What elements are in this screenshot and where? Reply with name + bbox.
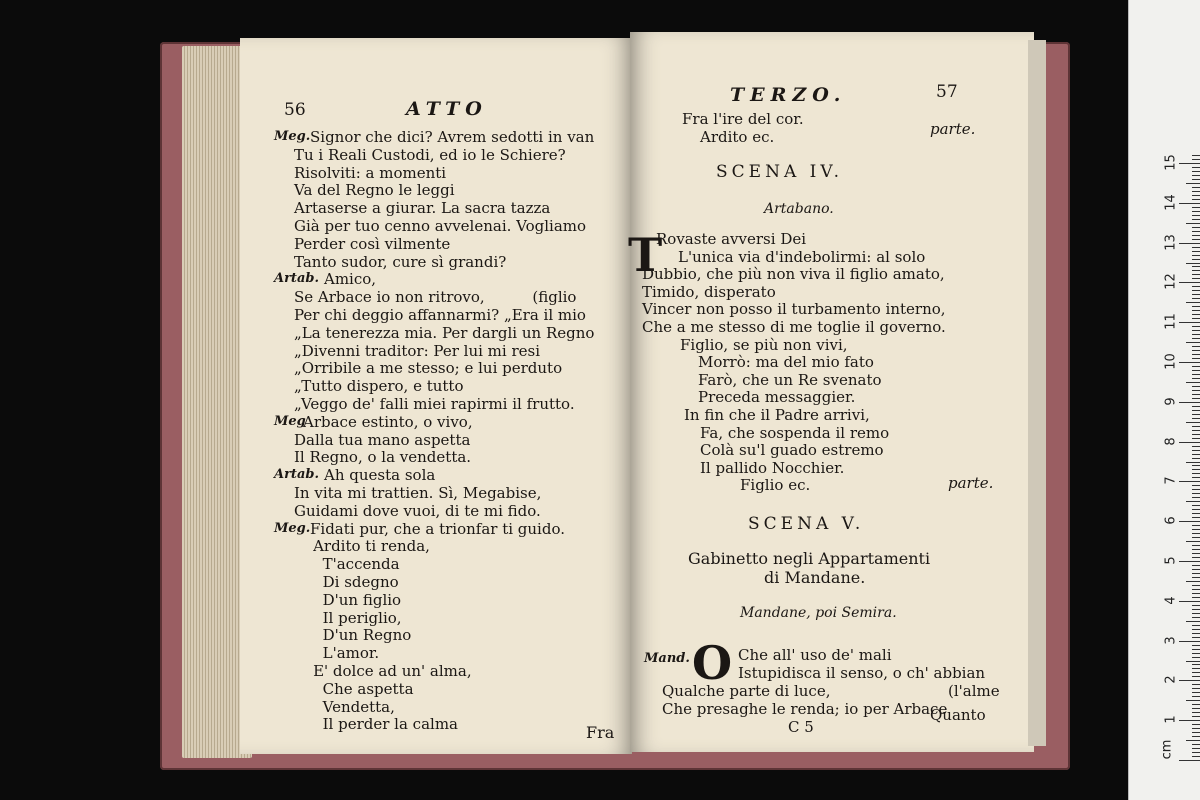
ruler-tick [1192,637,1200,638]
ruler-tick [1192,207,1200,208]
ruler-tick [1192,410,1200,411]
ruler-label: 9 [1163,397,1179,406]
ruler-tick [1192,386,1200,387]
ruler-tick [1192,633,1200,634]
ruler-tick [1192,545,1200,546]
verse-line: „Orribile a me stesso; e lui perduto [294,359,563,378]
ruler-unit: cm [1159,739,1175,760]
ruler-tick [1192,398,1200,399]
ruler-tick [1192,338,1200,339]
ruler-tick [1192,290,1200,291]
ruler-tick [1192,286,1200,287]
ruler-tick [1192,509,1200,510]
verse-line: „Veggo de' falli miei rapirmi il frutto. [294,395,575,413]
ruler-tick [1192,557,1200,558]
mandane-line-2: Istupidisca il senso, o ch' abbian [738,664,986,682]
ruler-tick [1192,231,1200,232]
verse-line: Il periglio, [294,608,402,627]
ruler-tick [1192,716,1200,717]
ruler-label: 15 [1163,154,1179,171]
ruler-tick [1192,418,1200,419]
ruler-label: 5 [1163,556,1179,565]
mandane-line-1: Che all' uso de' mali [738,646,892,664]
ruler-tick [1192,298,1200,299]
verse-line: Vendetta, [294,697,395,716]
ruler-tick [1192,469,1200,470]
ruler-tick [1192,473,1200,474]
ruler-tick [1186,621,1200,622]
scene-4-character: Artabano. [764,201,834,217]
ruler-label: 3 [1163,635,1179,645]
ruler-label: 11 [1163,313,1179,330]
ruler-tick [1192,390,1200,391]
ruler-tick [1192,585,1200,586]
ruler-tick [1192,314,1200,315]
ruler-tick [1192,358,1200,359]
ruler-label: 7 [1163,476,1179,486]
ruler-tick [1192,346,1200,347]
ruler-label: 4 [1163,596,1179,605]
ruler-label: 2 [1163,675,1179,685]
verse-line: Di sdegno [294,573,399,591]
ruler-tick [1192,752,1200,753]
ruler-tick [1192,605,1200,606]
ruler-tick [1192,684,1200,685]
ruler-tick [1179,641,1200,642]
scene-4-line: Che a me stesso di me toglie il governo. [642,318,946,336]
ruler-tick [1192,489,1200,490]
ruler-label: 13 [1163,233,1179,251]
ruler-tick [1192,609,1200,610]
ruler-tick [1192,617,1200,618]
ruler-tick [1192,255,1200,256]
ruler-tick [1192,485,1200,486]
verse-line: „La tenerezza mia. Per dargli un Regno [294,323,595,342]
ruler-tick [1179,322,1200,323]
ruler-tick [1192,310,1200,311]
scene-4-line: Figlio ec. [740,476,811,495]
mandane-line-3: (l'alme [948,682,1000,700]
verse-line: Già per tuo cenno avvelenai. Vogliamo [294,217,587,235]
scene-5-title: SCENA V. [748,514,865,534]
ruler-tick [1192,227,1200,228]
ruler-tick [1192,589,1200,590]
ruler-tick [1192,728,1200,729]
ruler-tick [1192,577,1200,578]
ruler-tick [1192,318,1200,319]
ruler-label: 8 [1163,436,1179,446]
mandane-dropcap: O [692,636,733,690]
ruler-tick [1192,672,1200,673]
ruler-tick [1192,406,1200,407]
ruler-tick [1192,394,1200,395]
ruler-tick [1192,649,1200,650]
verse-line: Se Arbace io non ritrovo, (figlio [294,288,577,307]
ruler-tick [1186,501,1200,502]
ruler-tick [1186,462,1200,463]
ruler-tick [1192,235,1200,236]
ruler-tick [1192,736,1200,737]
scene-4-line: Preceda messaggier. [698,388,856,407]
ruler-tick [1192,497,1200,498]
ruler-tick [1192,454,1200,455]
ruler-tick [1192,696,1200,697]
ruler-tick [1192,744,1200,745]
ruler-tick [1192,629,1200,630]
ruler-label: 1 [1163,715,1179,724]
scene-4-line: Dubbio, che più non viva il figlio amato, [642,265,945,284]
ruler-tick [1192,171,1200,172]
verse-line: T'accenda [294,555,400,574]
ruler-tick [1179,561,1200,562]
signature-mark: C 5 [788,718,814,736]
left-page [240,38,632,754]
ruler-tick [1192,513,1200,514]
ruler-tick [1192,732,1200,733]
ruler-tick [1192,533,1200,534]
ruler-label: 6 [1163,516,1179,525]
verse-line: Artaserse a giurar. La sacra tazza [294,199,551,218]
verse-line: Risolviti: a momenti [294,163,447,182]
ruler-tick [1192,374,1200,375]
ruler-tick [1192,334,1200,335]
right-top-line-2: Ardito ec. [700,128,775,146]
mandane-speaker: Mand. [644,651,690,666]
ruler-tick [1179,442,1200,443]
verse-line: „Tutto dispero, e tutto [294,377,464,396]
ruler-tick [1192,565,1200,566]
right-page-number: 57 [936,82,958,102]
ruler-tick [1186,740,1200,741]
verse-line: Il Regno, o la vendetta. [294,448,472,467]
verse-line: Amico, [324,270,377,289]
ruler-tick [1192,179,1200,180]
ruler-label: 14 [1163,194,1179,211]
ruler-tick [1192,167,1200,168]
ruler-tick [1192,458,1200,459]
ruler-tick [1192,724,1200,725]
ruler-tick [1192,756,1200,757]
ruler-tick [1179,362,1200,363]
scene-4-line: Timido, disperato [642,282,776,301]
right-running-head: TERZO. [730,84,847,106]
verse-line: L'amor. [294,644,380,663]
ruler-tick [1179,203,1200,204]
ruler-tick [1192,529,1200,530]
verse-line: Dalla tua mano aspetta [294,430,471,449]
ruler-tick [1192,668,1200,669]
ruler-tick [1192,597,1200,598]
ruler-tick [1192,370,1200,371]
ruler-tick [1192,477,1200,478]
ruler-tick [1192,593,1200,594]
ruler-tick [1192,270,1200,271]
ruler-tick [1179,163,1200,164]
ruler-label: 12 [1163,273,1179,291]
ruler-tick [1192,537,1200,538]
ruler-tick [1192,278,1200,279]
ruler-tick [1192,187,1200,188]
ruler-label: 10 [1163,353,1179,370]
verse-line: Perder così vilmente [294,234,451,253]
ruler-tick [1192,350,1200,351]
left-running-head: ATTO [406,98,488,120]
scene-4-line: Il pallido Nocchier. [700,458,845,477]
ruler-tick [1179,680,1200,681]
ruler-tick [1192,525,1200,526]
ruler-tick [1192,354,1200,355]
ruler-tick [1192,426,1200,427]
ruler-tick [1192,294,1200,295]
ruler-tick [1192,692,1200,693]
ruler-tick [1192,219,1200,220]
ruler-tick [1186,541,1200,542]
ruler-tick [1179,760,1200,761]
verse-line: Ah questa sola [324,466,436,485]
ruler-tick [1192,175,1200,176]
right-catchword: Quanto [930,706,986,724]
speaker-label: Meg. [274,520,311,536]
right-page [630,32,1034,752]
ruler-tick [1186,302,1200,303]
ruler-tick [1192,159,1200,160]
verse-line: „Divenni traditor: Per lui mi resi [294,341,541,360]
verse-line: Ardito ti renda, [294,537,430,556]
ruler-tick [1192,676,1200,677]
scene-5-place-2: di Mandane. [764,568,866,587]
scene-4-line: Vincer non posso il turbamento interno, [642,300,946,319]
ruler-tick [1192,326,1200,327]
verse-line: Per chi deggio affannarmi? „Era il mio [294,306,586,324]
ruler-tick [1192,215,1200,216]
scene-4-title: SCENA IV. [716,162,844,182]
verse-line: In vita mi trattien. Sì, Megabise, [294,484,542,502]
scene-4-line: Figlio, se più non vivi, [680,335,848,354]
ruler-tick [1192,378,1200,379]
ruler-tick [1192,414,1200,415]
ruler-tick [1192,569,1200,570]
scale-ruler [1128,0,1200,800]
ruler-tick [1192,625,1200,626]
ruler-tick [1192,704,1200,705]
ruler-tick [1179,720,1200,721]
ruler-tick [1192,573,1200,574]
ruler-tick [1192,195,1200,196]
ruler-tick [1192,366,1200,367]
ruler-tick [1192,465,1200,466]
ruler-tick [1179,481,1200,482]
ruler-tick [1179,282,1200,283]
left-page-number: 56 [284,100,306,120]
ruler-tick [1192,645,1200,646]
ruler-tick [1192,266,1200,267]
scene-4-line: Fa, che sospenda il remo [700,423,890,442]
speaker-label: Meg. [274,129,311,144]
ruler-tick [1192,259,1200,260]
ruler-tick [1192,191,1200,192]
ruler-tick [1186,183,1200,184]
ruler-tick [1192,613,1200,614]
ruler-tick [1192,505,1200,506]
ruler-tick [1192,657,1200,658]
scene-5-characters: Mandane, poi Semira. [740,605,897,621]
ruler-tick [1186,581,1200,582]
ruler-tick [1192,274,1200,275]
right-top-line-1: Fra l'ire del cor. [682,110,804,128]
ruler-tick [1192,438,1200,439]
ruler-tick [1186,700,1200,701]
ruler-tick [1192,653,1200,654]
ruler-tick [1179,521,1200,522]
ruler-tick [1192,517,1200,518]
ruler-tick [1192,688,1200,689]
verse-line: D'un Regno [294,626,412,645]
ruler-tick [1192,247,1200,248]
scene-4-line: Morrò: ma del mio fato [698,353,874,372]
verse-line: Tu i Reali Custodi, ed io le Schiere? [294,145,566,164]
speaker-label: Artab. [274,271,319,287]
ruler-tick [1192,434,1200,435]
speaker-label: Meg [274,413,306,429]
scene-4-dropcap: T [628,228,663,282]
verse-line: D'un figlio [294,590,402,609]
verse-line: Va del Regno le leggi [294,181,455,200]
right-page-edge [1028,40,1046,746]
ruler-tick [1186,422,1200,423]
scene-4-line: Colà su'l guado estremo [700,441,884,460]
ruler-tick [1192,493,1200,494]
left-catchword: Fra [586,723,615,742]
ruler-tick [1192,708,1200,709]
verse-line: E' dolce ad un' alma, [294,662,472,680]
ruler-tick [1192,155,1200,156]
ruler-tick [1192,330,1200,331]
scene-4-line: Farò, che un Re svenato [698,370,882,389]
ruler-tick [1192,712,1200,713]
ruler-tick [1186,263,1200,264]
ruler-tick [1192,211,1200,212]
ruler-tick [1179,243,1200,244]
verse-line: Fidati pur, che a trionfar ti guido. [310,519,565,538]
ruler-tick [1186,382,1200,383]
verse-line: Signor che dici? Avrem sedotti in van [310,128,595,146]
ruler-tick [1192,748,1200,749]
verse-line: Tanto sudor, cure sì grandi? [294,252,507,271]
speaker-label: Artab. [274,467,319,483]
scene-4-parte: parte. [948,474,994,492]
scene-4-line: In fin che il Padre arrivi, [684,406,870,424]
ruler-tick [1179,402,1200,403]
verse-line: Arbace estinto, o vivo, [303,412,473,431]
ruler-tick [1192,553,1200,554]
mandane-line-4: Qualche parte di luce, [662,682,831,700]
ruler-tick [1186,342,1200,343]
ruler-tick [1192,549,1200,550]
ruler-tick [1186,661,1200,662]
ruler-tick [1192,450,1200,451]
scene-5-place-1: Gabinetto negli Appartamenti [688,549,931,568]
ruler-tick [1192,251,1200,252]
ruler-tick [1192,199,1200,200]
verse-line: Guidami dove vuoi, di te mi fido. [294,501,541,520]
ruler-tick [1192,664,1200,665]
scene-4-line: Rovaste avversi Dei [656,230,807,248]
ruler-tick [1192,306,1200,307]
ruler-tick [1179,601,1200,602]
verse-line: Il perder la calma [294,715,458,734]
verse-line: Che aspetta [294,679,414,698]
right-top-parte: parte. [930,120,976,138]
ruler-tick [1192,446,1200,447]
ruler-tick [1186,223,1200,224]
ruler-tick [1192,239,1200,240]
scene-4-line: L'unica via d'indebolirmi: al solo [678,247,926,266]
ruler-tick [1192,430,1200,431]
mandane-line-5: Che presaghe le renda; io per Arbace [662,700,948,718]
